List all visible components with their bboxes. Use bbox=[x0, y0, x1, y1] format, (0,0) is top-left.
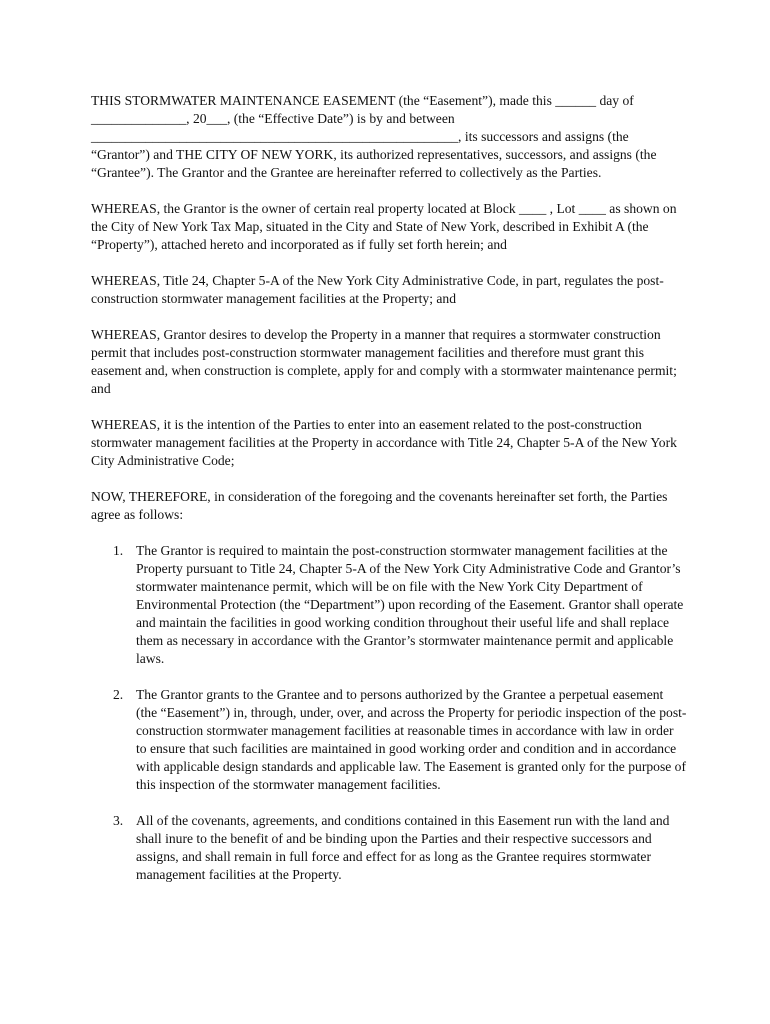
list-item-number: 2. bbox=[113, 687, 124, 702]
list-item bbox=[91, 542, 687, 668]
whereas-paragraph-1: WHEREAS, the Grantor is the owner of certain real property located at Block ____ , Lot ____ as shown on the City of New York Tax Map, situated in the City and State of New York, described in Exhibit A (the “Property”), attached hereto and incorporated as if fully set forth herein; and bbox=[91, 201, 677, 252]
list-item-text: All of the covenants, agreements, and conditions contained in this Easement run with the land and shall inure to the benefit of and be binding upon the Parties and their respective successors and assigns, and shall remain in full force and effect for as long as the Grantee requires stormwater management facilities at the Property. bbox=[136, 813, 670, 882]
list-item-text: The Grantor is required to maintain the post-construction stormwater management facilities at the Property pursuant to Title 24, Chapter 5-A of the New York City Administrative Code and Grantor’s stormwater maintenance permit, which will be on file with the New York City Department of Environmental Protection (the “Department”) upon recording of the Easement. Grantor shall operate and maintain the facilities in good working condition throughout their useful life and shall replace them as necessary in accordance with the Grantor’s stormwater maintenance permit and applicable laws. bbox=[136, 543, 684, 666]
list-item bbox=[91, 812, 687, 884]
document-body bbox=[91, 92, 687, 902]
intro-paragraph: THIS STORMWATER MAINTENANCE EASEMENT (the “Easement”), made this ______ day of ______________, 20___, (the “Effective Date”) is by and between ______________________________________________________, its successors and assigns (the “Grantor”) and THE CITY OF NEW YORK, its authorized representatives, successors, and assigns (the “Grantee”). The Grantor and the Grantee are hereinafter referred to collectively as the Parties. bbox=[91, 93, 657, 180]
list-item bbox=[91, 686, 687, 794]
whereas-paragraph-3: WHEREAS, Grantor desires to develop the Property in a manner that requires a stormwater construction permit that includes post-construction stormwater management facilities and therefore must grant this easement and, when construction is complete, apply for and comply with a stormwater maintenance permit; and bbox=[91, 327, 677, 396]
whereas-paragraph-4: WHEREAS, it is the intention of the Parties to enter into an easement related to the post-construction stormwater management facilities at the Property in accordance with Title 24, Chapter 5-A of the New York City Administrative Code; bbox=[91, 417, 677, 468]
now-therefore-paragraph: NOW, THEREFORE, in consideration of the foregoing and the covenants hereinafter set forth, the Parties agree as follows: bbox=[91, 489, 668, 522]
terms-list bbox=[91, 542, 687, 884]
list-item-text: The Grantor grants to the Grantee and to persons authorized by the Grantee a perpetual easement (the “Easement”) in, through, under, over, and across the Property for periodic inspection of the post-construction stormwater management facilities at reasonable times in accordance with law in order to ensure that such facilities are maintained in good working order and condition and in accordance with applicable design standards and applicable law. The Easement is granted only for the purpose of this inspection of the stormwater management facilities. bbox=[136, 687, 687, 792]
whereas-paragraph-2: WHEREAS, Title 24, Chapter 5-A of the New York City Administrative Code, in part, regulates the post-construction stormwater management facilities at the Property; and bbox=[91, 273, 664, 306]
list-item-number: 3. bbox=[113, 813, 124, 828]
list-item-number: 1. bbox=[113, 543, 124, 558]
